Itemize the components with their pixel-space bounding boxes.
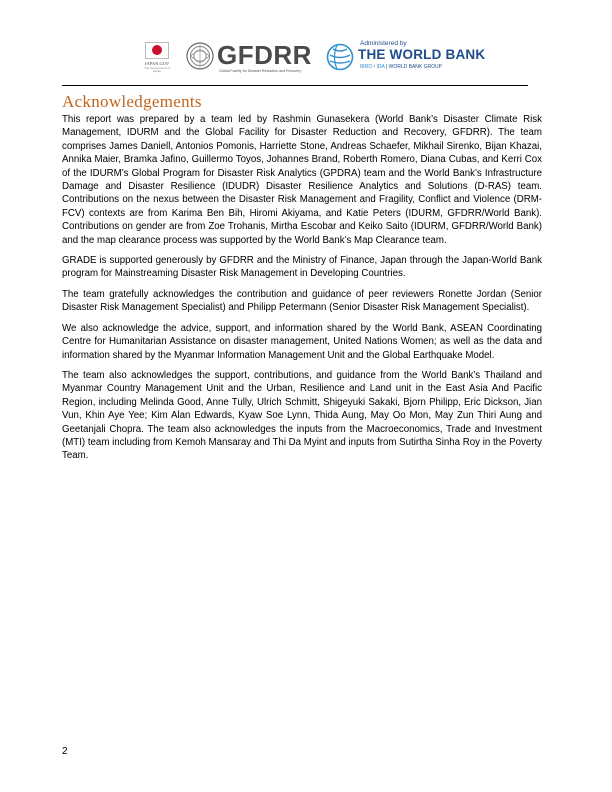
page-title: Acknowledgements bbox=[62, 92, 202, 111]
world-bank-logo bbox=[326, 40, 486, 76]
page-number: 2 bbox=[62, 746, 68, 757]
wb-administered-by: Administered by bbox=[360, 40, 407, 47]
header-divider bbox=[62, 85, 528, 86]
gfdrr-emblem-icon bbox=[186, 42, 214, 70]
paragraph-peer-reviewers: The team gratefully acknowledges the contribution and guidance of peer reviewers Ronette Jordan (Senior Disaster Risk Management Specialist) and Philipp Petermann (Senior Disaster Risk Management Specialist). bbox=[62, 288, 542, 314]
japan-logo bbox=[140, 42, 174, 78]
header-logos bbox=[0, 38, 612, 78]
paragraph-country-team: The team also acknowledges the support, contributions, and guidance from the World Bank’s Thailand and Myanmar Country Management Unit and the Urban, Resilience and Land unit in the East Asia And Pacific Region, including Melinda Good, Anne Tully, Ulrich Schmitt, Shigeyuki Sakaki, Bjorn Philipp, Eric Dickson, Jian Vun, Khin Aye Yee; Kim Alan Edwards, Kyaw Soe Lynn, Thida Aung, May Oo Mon, May Zun Thiri Aung and Geetanjali Chopra. The team also acknowledges the inputs from the Macroeconomics, Trade and Investment (MTI) team including from Kemoh Mansaray and Thi Da Myint and inputs from Sutirtha Sinha Roy in the Poverty Team. bbox=[62, 369, 542, 462]
wb-sub-group: | WORLD BANK GROUP bbox=[384, 64, 442, 70]
gfdrr-wordmark: GFDRR bbox=[217, 40, 312, 70]
paragraph-funding: GRADE is supported generously by GFDRR and the Ministry of Finance, Japan through the Japan-World Bank program for Mainstreaming Disaster Risk Management in Developing Countries. bbox=[62, 255, 542, 280]
japan-logo-subtext: The Government of Japan bbox=[144, 65, 170, 73]
gfdrr-subtitle: Global Facility for Disaster Reduction and Recovery bbox=[219, 69, 302, 73]
wb-subtitle bbox=[360, 64, 442, 70]
world-bank-globe-icon bbox=[326, 43, 354, 71]
paragraph-authors: This report was prepared by a team led by Rashmin Gunasekera (World Bank’s Disaster Climate Risk Management, IDURM and the Global Facility for Disaster Reduction and Recovery, GFDRR). The team comprises James Daniell, Antonios Pomonis, Harriette Stone, Andreas Schaefer, Mikhail Sirenko, Bijan Khazai, Annika Maier, Bramka Jafino, Guillermo Toyos, Johannes Brand, Roberth Romero, Diana Cubas, and Kerri Cox of the IDURM’s Global Program for Disaster Risk Analytics (GPDRA) team and the World Bank’s Infrastructure Damage and Disaster Resilience (IDUDR) Disaster Resilience Analytics and Solutions (D-RAS) team. Contributions on the nexus between the Disaster Risk Management and Fragility, Conflict and Violence (DRM-FCV) contexts are from Karima Ben Bih, Hiromi Akiyama, and Katie Peters (IDURM, GFDRR/World Bank). Contributions on gender are from Zoe Trohanis, Mirtha Escobar and Keiko Saito (IDURM, GFDRR/World Bank) and the map clearance process was supported by the World Bank’s Map Clearance team. bbox=[62, 114, 542, 246]
japan-logo-text: JAPAN.GOV bbox=[144, 61, 170, 66]
paragraph-partners: We also acknowledge the advice, support, and information shared by the World Bank, ASEAN Coordinating Centre for Humanitarian Assistance on disaster management, United Nations Women; as well as the data and information shared by the Myanmar Information Management Unit and the Global Earthquake Model. bbox=[62, 322, 542, 361]
acknowledgements-body bbox=[62, 113, 542, 470]
wb-sub-ibrd: IBRD • IDA bbox=[360, 64, 385, 70]
gfdrr-logo bbox=[186, 40, 314, 76]
japan-flag-icon bbox=[145, 42, 169, 59]
wb-name: THE WORLD BANK bbox=[358, 47, 486, 62]
